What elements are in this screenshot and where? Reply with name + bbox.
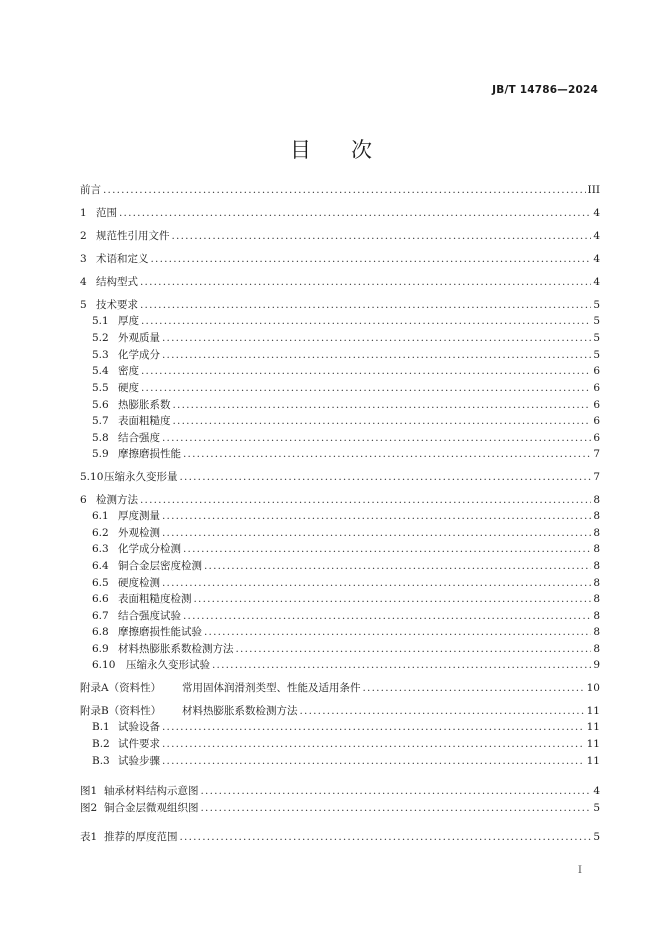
toc-entry-number: 5 [80, 299, 87, 311]
toc-entry[interactable] [80, 681, 600, 696]
toc-leader-dots [141, 314, 591, 329]
toc-leader-dots [183, 609, 591, 624]
toc-entry-page: 5 [593, 349, 600, 361]
toc-entry-page: 11 [586, 738, 600, 750]
toc-leader-dots [162, 509, 591, 524]
toc-entry-number: 1 [80, 207, 87, 219]
toc-entry[interactable] [92, 348, 600, 363]
toc-entry-number: 5.4 [92, 365, 109, 377]
toc-entry[interactable] [92, 609, 600, 624]
toc-entry-page: 8 [593, 626, 600, 638]
toc-leader-dots [162, 348, 591, 363]
toc-entry-number: 6.9 [92, 643, 109, 655]
toc-leader-dots [180, 470, 592, 485]
toc-leader-dots [162, 526, 591, 541]
toc-entry[interactable] [92, 331, 600, 346]
toc-entry-page: 8 [593, 610, 600, 622]
toc-leader-dots [204, 625, 591, 640]
toc-entry-number: 6.1 [92, 510, 109, 522]
toc-leader-dots [173, 398, 592, 413]
toc-entry[interactable] [92, 314, 600, 329]
toc-entry-page: 8 [593, 527, 600, 539]
toc-entry-page: 11 [586, 705, 600, 717]
toc-entry-page: 4 [593, 230, 600, 242]
toc-entry-page: 4 [593, 785, 600, 797]
toc-leader-dots [172, 229, 592, 244]
toc-entry-label: 推荐的厚度范围 [104, 831, 178, 843]
toc-entry-label: 硬度 [118, 382, 139, 394]
toc-leader-dots [140, 298, 591, 313]
toc-entry-label: 术语和定义 [96, 253, 149, 265]
toc-entry-number: 表1 [80, 831, 98, 843]
toc-entry-label: 结合强度试验 [118, 610, 181, 622]
toc-leader-dots [201, 801, 592, 816]
toc-leader-dots [183, 447, 591, 462]
toc-entry-page: 5 [593, 802, 600, 814]
toc-entry-label: 表面粗糙度检测 [118, 593, 192, 605]
toc-entry-number: 图2 [80, 802, 98, 814]
toc-entry-page: 6 [593, 382, 600, 394]
toc-entry-number: B.2 [92, 738, 110, 750]
toc-entry-page: 8 [593, 643, 600, 655]
toc-entry-label: 轴承材料结构示意图 [104, 785, 199, 797]
toc-entry-label: 规范性引用文件 [96, 230, 170, 242]
toc-entry[interactable] [92, 447, 600, 462]
toc-entry[interactable] [92, 642, 600, 657]
toc-entry-page: 5 [593, 831, 600, 843]
toc-entry-page: 5 [593, 315, 600, 327]
toc-entry-label: 结构型式 [96, 276, 138, 288]
toc-entry-page: 8 [593, 577, 600, 589]
toc-entry-label: 厚度测量 [118, 510, 160, 522]
toc-entry-number: 5.10 [80, 471, 104, 483]
toc-entry[interactable] [92, 381, 600, 396]
toc-leader-dots [173, 414, 592, 429]
toc-entry[interactable] [80, 229, 600, 244]
toc-entry-page: 10 [586, 682, 600, 694]
toc-entry-number: B.1 [92, 721, 110, 733]
toc-entry-label: 压缩永久变形试验 [126, 659, 210, 671]
toc-entry-label: 材料热膨胀系数检测方法 [182, 705, 298, 717]
toc-leader-dots [119, 206, 591, 221]
toc-entry[interactable] [92, 658, 600, 673]
toc-entry-number: 6.6 [92, 593, 109, 605]
toc-entry-label: 热膨胀系数 [118, 399, 171, 411]
toc-entry-page: 8 [593, 510, 600, 522]
toc-entry-label: 外观检测 [118, 527, 160, 539]
toc-entry-number: 6.2 [92, 527, 109, 539]
toc-entry-page: 8 [593, 560, 600, 572]
toc-entry[interactable] [92, 592, 600, 607]
toc-entry-label: 前言 [80, 184, 101, 196]
toc-entry-label: 化学成分检测 [118, 543, 181, 555]
toc-leader-dots [183, 542, 591, 557]
toc-entry-number: 6.5 [92, 577, 109, 589]
toc-entry-number: 附录B（资料性） [80, 705, 162, 717]
toc-leader-dots [162, 737, 585, 752]
toc-entry-label: 检测方法 [96, 494, 138, 506]
toc-entry[interactable] [80, 183, 600, 198]
toc-leader-dots [162, 754, 585, 769]
toc-entry-page: 5 [593, 332, 600, 344]
toc-entry-number: 6.8 [92, 626, 109, 638]
toc-entry-label: 技术要求 [96, 299, 138, 311]
toc-entry-label: 硬度检测 [118, 577, 160, 589]
toc-entry-label: 结合强度 [118, 432, 160, 444]
toc-entry-number: 6 [80, 494, 87, 506]
toc-entry[interactable] [92, 414, 600, 429]
toc-entry-label: 试验设备 [118, 721, 160, 733]
toc-entry-number: 5.8 [92, 432, 109, 444]
toc-leader-dots [180, 830, 592, 845]
toc-entry-label: 厚度 [118, 315, 139, 327]
toc-entry[interactable] [92, 542, 600, 557]
toc-leader-dots [141, 364, 591, 379]
toc-entry-label: 密度 [118, 365, 139, 377]
toc-entry[interactable] [92, 431, 600, 446]
toc-leader-dots [140, 275, 591, 290]
toc-entry-number: 附录A（资料性） [80, 682, 162, 694]
toc-leader-dots [141, 381, 591, 396]
toc-entry-label: 表面粗糙度 [118, 415, 171, 427]
toc-entry-page: 8 [593, 494, 600, 506]
toc-entry-label: 化学成分 [118, 349, 160, 361]
toc-leader-dots [162, 331, 591, 346]
toc-entry[interactable] [92, 576, 600, 591]
page-title [0, 134, 662, 164]
toc-entry-label: 外观质量 [118, 332, 160, 344]
toc-entry-page: 6 [593, 399, 600, 411]
toc-leader-dots [162, 576, 591, 591]
toc-entry-page: 7 [593, 471, 600, 483]
toc-entry[interactable] [92, 509, 600, 524]
toc-leader-dots [194, 592, 592, 607]
toc-entry-number: 6.3 [92, 543, 109, 555]
toc-entry-number: 6.7 [92, 610, 109, 622]
toc-entry[interactable] [80, 298, 600, 313]
toc-leader-dots [363, 681, 585, 696]
toc-entry-page: 11 [586, 755, 600, 767]
toc-entry[interactable] [80, 275, 600, 290]
toc-entry[interactable] [92, 754, 600, 769]
toc-entry-label: 范围 [96, 207, 117, 219]
toc-entry-number: 5.2 [92, 332, 109, 344]
toc-entry-page: III [587, 184, 600, 196]
toc-entry[interactable] [92, 526, 600, 541]
toc-leader-dots [212, 658, 591, 673]
toc-entry[interactable] [92, 364, 600, 379]
toc-leader-dots [201, 784, 592, 799]
toc-entry-label: 摩擦磨损性能 [118, 448, 181, 460]
toc-entry-number: 图1 [80, 785, 98, 797]
toc-leader-dots [204, 559, 591, 574]
toc-entry-number: 5.9 [92, 448, 109, 460]
toc-entry[interactable] [80, 252, 600, 267]
toc-entry-number: 5.3 [92, 349, 109, 361]
footer-page-number: I [577, 864, 582, 876]
toc-entry[interactable] [80, 704, 600, 719]
toc-leader-dots [162, 431, 591, 446]
toc-entry[interactable] [80, 801, 600, 816]
toc-entry[interactable] [92, 398, 600, 413]
toc-entry-number: 5.7 [92, 415, 109, 427]
toc-leader-dots [103, 183, 586, 198]
toc-entry[interactable] [80, 830, 600, 845]
toc-entry-page: 8 [593, 543, 600, 555]
toc-entry[interactable] [92, 625, 600, 640]
toc-entry-label: 铜合金层微观组织图 [104, 802, 199, 814]
toc-entry-label: 铜合金层密度检测 [118, 560, 202, 572]
toc-entry-number: B.3 [92, 755, 110, 767]
toc-entry-number: 6.4 [92, 560, 109, 572]
toc-entry-number: 2 [80, 230, 87, 242]
toc-entry-page: 6 [593, 415, 600, 427]
toc-entry[interactable] [92, 720, 600, 735]
toc-entry[interactable] [80, 206, 600, 221]
toc-entry[interactable] [80, 784, 600, 799]
standard-number: JB/T 14786—2024 [492, 84, 598, 96]
toc-entry-page: 6 [593, 365, 600, 377]
toc-entry-page: 5 [593, 299, 600, 311]
toc-entry[interactable] [92, 559, 600, 574]
toc-entry-page: 8 [593, 593, 600, 605]
toc-entry-label: 常用固体润滑剂类型、性能及适用条件 [182, 682, 361, 694]
toc-entry-label: 材料热膨胀系数检测方法 [118, 643, 234, 655]
toc-entry-label: 压缩永久变形量 [104, 471, 178, 483]
toc-entry-page: 6 [593, 432, 600, 444]
toc-entry-page: 4 [593, 253, 600, 265]
toc-entry-number: 5.1 [92, 315, 109, 327]
toc-leader-dots [300, 704, 585, 719]
toc-leader-dots [162, 720, 585, 735]
toc-entry-number: 5.6 [92, 399, 109, 411]
toc-entry-page: 7 [593, 448, 600, 460]
title-part-1: 目 [290, 138, 311, 162]
title-part-2: 次 [351, 138, 372, 162]
toc-entry[interactable] [80, 470, 600, 485]
toc-entry[interactable] [80, 493, 600, 508]
toc-entry[interactable] [92, 737, 600, 752]
toc-entry-number: 4 [80, 276, 87, 288]
toc-entry-page: 4 [593, 276, 600, 288]
toc-leader-dots [140, 493, 591, 508]
toc-entry-label: 试件要求 [118, 738, 160, 750]
toc-entry-page: 11 [586, 721, 600, 733]
toc-entry-page: 4 [593, 207, 600, 219]
toc-entry-number: 5.5 [92, 382, 109, 394]
toc-leader-dots [151, 252, 592, 267]
toc-entry-page: 9 [593, 659, 600, 671]
toc-entry-label: 试验步骤 [118, 755, 160, 767]
toc-entry-number: 6.10 [92, 659, 116, 671]
toc-leader-dots [236, 642, 592, 657]
toc-entry-number: 3 [80, 253, 87, 265]
toc-entry-label: 摩擦磨损性能试验 [118, 626, 202, 638]
